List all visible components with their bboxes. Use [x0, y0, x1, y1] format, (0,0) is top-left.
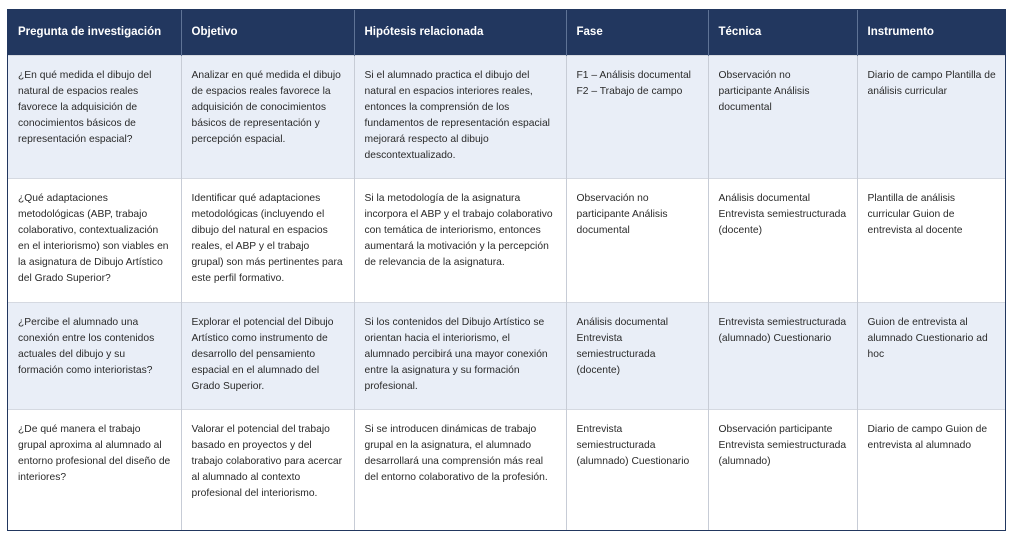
cell-instrumento: Plantilla de análisis curricular Guion de entrevista al docente — [857, 178, 1006, 302]
cell-tecnica: Entrevista semiestructurada (alumnado) Cuestionario — [708, 302, 857, 409]
table-header — [8, 10, 1006, 55]
research-matrix-table-container — [7, 9, 1006, 531]
cell-hipotesis: Si se introducen dinámicas de trabajo grupal en la asignatura, el alumnado desarrollará una comprensión más real del entorno colaborativo de la profesión. — [354, 409, 566, 531]
table-row — [8, 409, 1006, 531]
cell-tecnica: Observación participante Entrevista semiestructurada (alumnado) — [708, 409, 857, 531]
table-row — [8, 178, 1006, 302]
header-pregunta: Pregunta de investigación — [8, 10, 181, 55]
header-fase: Fase — [566, 10, 708, 55]
header-tecnica: Técnica — [708, 10, 857, 55]
cell-objetivo: Valorar el potencial del trabajo basado en proyectos y del trabajo colaborativo para acercar al alumnado al contexto profesional del interiorismo. — [181, 409, 354, 531]
cell-instrumento: Diario de campo Plantilla de análisis curricular — [857, 55, 1006, 178]
cell-fase: Observación no participante Análisis documental — [566, 178, 708, 302]
cell-fase: Entrevista semiestructurada (alumnado) Cuestionario — [566, 409, 708, 531]
table-body — [8, 55, 1006, 531]
cell-objetivo: Identificar qué adaptaciones metodológicas (incluyendo el dibujo del natural en espacios reales, el ABP y el trabajo grupal) son más pertinentes para este perfil formativo. — [181, 178, 354, 302]
cell-fase: F1 – Análisis documental F2 – Trabajo de campo — [566, 55, 708, 178]
cell-pregunta: ¿En qué medida el dibujo del natural de espacios reales favorece la adquisición de conocimientos básicos de representación espacial? — [8, 55, 181, 178]
cell-instrumento: Diario de campo Guion de entrevista al alumnado — [857, 409, 1006, 531]
header-instrumento: Instrumento — [867, 26, 934, 39]
table-row — [8, 302, 1006, 409]
cell-hipotesis: Si el alumnado practica el dibujo del natural en espacios interiores reales, entonces la comprensión de los fundamentos de representación espacial mejorará respecto al dibujo descontextualizado. — [354, 55, 566, 178]
cell-instrumento: Guion de entrevista al alumnado Cuestionario ad hoc — [857, 302, 1006, 409]
research-matrix-table — [8, 10, 1006, 531]
header-row — [8, 10, 1006, 55]
table-row — [8, 55, 1006, 178]
cell-hipotesis: Si los contenidos del Dibujo Artístico se orientan hacia el interiorismo, el alumnado percibirá una mayor conexión entre la asignatura y su formación profesional. — [354, 302, 566, 409]
cell-objetivo: Analizar en qué medida el dibujo de espacios reales favorece la adquisición de conocimientos básicos de representación y percepción espacial. — [181, 55, 354, 178]
cell-hipotesis: Si la metodología de la asignatura incorpora el ABP y el trabajo colaborativo con temática de interiorismo, entonces aumentará la motivación y la percepción de relevancia de la asignatura. — [354, 178, 566, 302]
cell-tecnica: Observación no participante Análisis documental — [708, 55, 857, 178]
cell-pregunta: ¿Percibe el alumnado una conexión entre los contenidos actuales del dibujo y su formación como interioristas? — [8, 302, 181, 409]
cell-tecnica: Análisis documental Entrevista semiestructurada (docente) — [708, 178, 857, 302]
cell-fase: Análisis documental Entrevista semiestructurada (docente) — [566, 302, 708, 409]
header-objetivo: Objetivo — [181, 10, 354, 55]
cell-pregunta: ¿Qué adaptaciones metodológicas (ABP, trabajo colaborativo, contextualización en el interiorismo) son viables en la asignatura de Dibujo Artístico del Grado Superior? — [8, 178, 181, 302]
header-hipotesis: Hipótesis relacionada — [354, 10, 566, 55]
cell-pregunta: ¿De qué manera el trabajo grupal aproxima al alumnado al entorno profesional del diseño de interiores? — [8, 409, 181, 531]
cell-objetivo: Explorar el potencial del Dibujo Artístico como instrumento de desarrollo del pensamiento espacial en el alumnado del Grado Superior. — [181, 302, 354, 409]
